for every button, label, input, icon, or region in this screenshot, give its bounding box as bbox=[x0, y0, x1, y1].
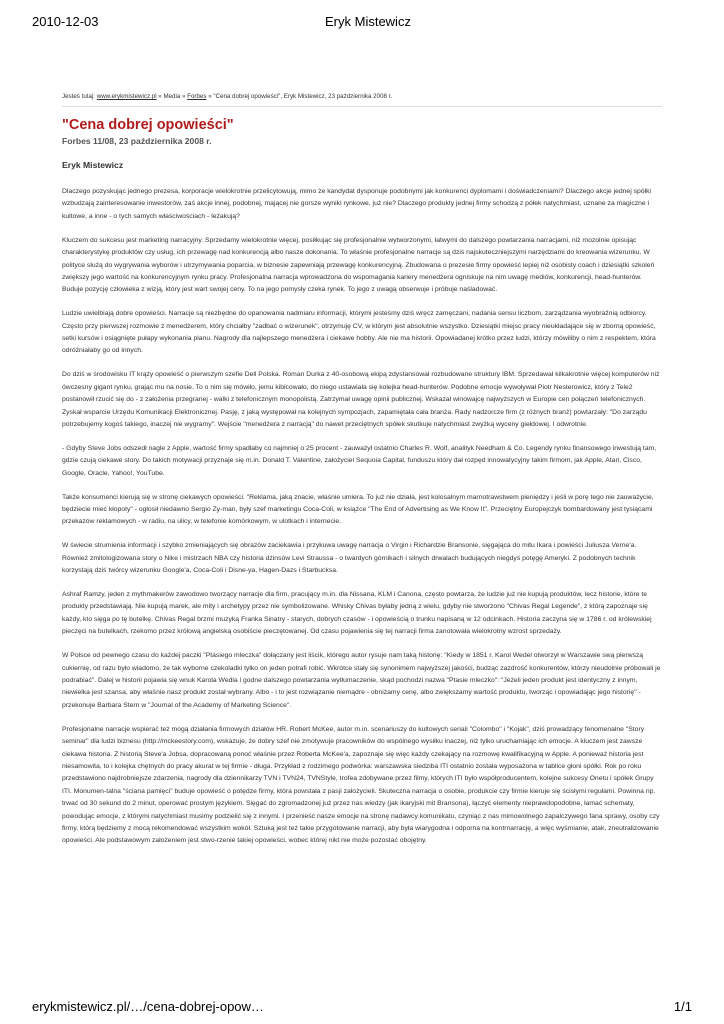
breadcrumb-separator: » Media » bbox=[156, 93, 188, 100]
article-paragraph: Ludzie uwielbiają dobre opowieści. Narracje są niezbędne do opanowania nadmiaru informacji, którymi jesteśmy dziś wręcz zamęczani, nadania sensu liczbom, zarządzania wyobraźnią odbiorcy. Często przy pierwszej rozmowie z menedżerem, który chciałby "zadbać o wizerunek", otrzymuję CV, w którym jest absolutnie wszystko. Dziesiątki miejsc pracy nieukładające się w zborną opowieść, setki kursów i osiągnięte pułapy wykonania planu. Nagrody dla najlepszego menedżera i ciekawe hobby. Ale nie ma historii. Opowiadanej krótko przez ludzi, którzy mówiliby o nim z respektem, która odróżniałaby go od innych. bbox=[62, 310, 656, 355]
print-footer bbox=[32, 994, 692, 1014]
page-number: 1/1 bbox=[673, 999, 692, 1014]
breadcrumb-prefix: Jesteś tutaj: bbox=[62, 93, 97, 100]
print-url: erykmistewicz.pl/…/cena-dobrej-opow… bbox=[32, 999, 264, 1014]
print-page-title: Eryk Mistewicz bbox=[325, 14, 411, 29]
print-date: 2010-12-03 bbox=[32, 14, 99, 29]
article-paragraph: Profesjonalne narracje wspierać też mogą działania firmowych działów HR. Robert McKee, autor m.in. scenariuszy do kultowych seriali "Colombo" i "Kojak", dziś prowadzący fenomenalne "Story seminar" dla ludzi biznesu (http://mckeestory.com), wskazuje, że dobry szef nie zmotywuje pracowników do wspólnego wysiłku inaczej, niż tylko uruchamiając ich emocje. A kluczem jest zawsze ciekawa historia. Z historią Steve'a Jobsa, dopracowaną ponoć właśnie przez Roberta McKee'a, zapoznaje się więc każdy czekający na rozmowę kwalifikacyjną w Apple. A ponieważ historia jest niesamowita, to i kolejka chętnych do pracy akurat w tej firmie - długa. Przykład z rodzimego podwórka: warszawska siedziba ITI ostatnio została wyposażona w tablice głoni spółki. Rok po roku przedstawiono najdrobniejsze zdarzenia, nagrody dla dziennikarzy TVN i TVN24, TVNStyle, trofea zdobywane przez filmy, których ITI było współproducentem, kolejne sukcesy Onetu i spółek Grupy ITI. Monumen-talna "ściana pamięci" buduje opowieść o potędze firmy, która powstała z pasji założycieli. Skuteczna narracja o osobie, produkcie czy firmie kieruje się ścisłymi regułami. Powinna np. trwać od 30 sekund do 2 minut, operować prostym językiem. Sięgać do zgromadzonej już przez nas wiedzy (jak ikaryjski mit Bransona), łączyć elementy nieprawdopodobne, łamać schematy, powodując emocje, z którymi natychmiast musimy podzielić się z innymi. I przenieść nasze emocje na stronę nadawcy komunikatu, czyniąc z nas mimowolnego zapalczywego fana sprawy, osoby czy firmy, którą będziemy z mocą rekomendować wszystkim wokół. Sztuką jest też takie przygotowanie narracji, aby była wiarygodna i odporna na kontrnarrację, a więc wyśmianie, atak, zneutralizowanie opowieści. Ale podstawowym założeniem jest stwo-rzenie takiej opowieści, wobec której nikt nie może pozostać obojętny. bbox=[62, 725, 660, 845]
article-paragraph: - Gdyby Steve Jobs odszedł nagle z Apple, wartość firmy spadłaby co najmniej o 25 procent - zauważył ostatnio Charles R. Wolf, analityk Needham & Co. Legendy rynku finansowego inwestują tam, gdzie czują ciekawe story. Do takich motywacji przyznaje się m.in. Donald T. Valentine, założyciel Sequoia Capital, funduszu który dał rozpęd innowatycyjny takim firmom, jak Apple, Atari, Cisco, Google, Oracle, Yahoo!, YouTube. bbox=[62, 444, 657, 477]
article-paragraph: Kluczem do sukcesu jest marketing narracyjny. Sprzedamy wielokrotnie więcej, posiłkując się profesjonalnie wytworzonymi, łatwymi do dalszego powtarzania narracjami, niż mozolnie opisując charakterystykę produktów czy usług, ich przewagę nad konkurencją albo nasze dokonania. To właśnie profesjonalne narracje są dziś najskuteczniejszymi narzędziami do kreowania wizerunku. W polityce służą do wygrywania wyborów i utrzymywania poparcia, w biznesie zapewniają przewagę konkurencyjną. Zbudowana o prezesie firmy opowieść lepiej niż osobisty coach i dziesiątki szkoleń zwiększy jego wartość na konkurencyjnym rynku pracy. Profesjonalna narracja wprowadzona do wspomagania kariery menedżera ogniskuje na nim uwagę mediów, konkurencji, head-hunterów. Buduje pozycję człowieka z wizją, który jest wart swojej ceny. To na jego pomysły czeka rynek. To jego z uwagą obserwuje i próbuje naśladować. bbox=[62, 236, 655, 294]
breadcrumb-home-link[interactable]: www.erykmistewicz.pl bbox=[96, 93, 157, 100]
breadcrumb-section-link[interactable]: Forbes bbox=[187, 93, 207, 100]
breadcrumb-current: » "Cena dobrej opowieści", Eryk Mistewicz, 23 października 2008 r. bbox=[206, 93, 393, 100]
article-paragraph: Ashraf Ramzy, jeden z mythmakerów zawodowo tworzący narracje dla firm, pracujący m.in. dla Nissana, KLM i Canona, często powtarza, że ludzie już nie kupują produktów, lecz historie, które te produkty przedstawiają. Nie kupują marek, ale mity i archetypy przez nie symbolizowane. Whisky Chivas byłaby jedną z wielu, gdyby nie stworzono "Chivas Regal Legende", z którą zapoznaje się każdy, kto sięga po tę butelkę. Chivas Regal brzmi muzyką Franka Sinatry - starych, dobrych czasów - i opowieścią o trunku napisaną w 12 odcinkach. Historia zaczyna się w 1786 r. od królewskiej pieczęci na butelkach, rzekomo przez królową angielską osobiście pieczętowanej. Od czasu pojawienia się tej narracji firma zanotowała wielokrotny wzrost sprzedaży. bbox=[62, 591, 652, 636]
article-paragraph: W Polsce od pewnego czasu do każdej paczki "Ptasiego mleczka" dołączany jest liścik, którego autor rysuje nam taką historię: "Kiedy w 1851 r. Karol Wedel otworzył w Warszawie swą pierwszą cukiernię, od razu było wiadomo, że tak wyborne czekoladki tylko on jeden potrafi robić. Wkrótce stały się synonimem najwyższej jakości, budząc zazdrość konkurentów, którzy nieudolnie próbowali je podrabiać". Dalej w historii pojawia się wnuk Karola Wedla i godne dalszego powtarzania wytłumaczenie, skąd pochodzi nazwa "Ptasie mleczko": "Jeżeli jeden produkt jest identyczny z innym, niewielka jest szansa, aby właśnie nasz produkt został wybrany. Albo - i to jest rozwiązanie niemądre - obniżamy cenę, albo zwiększamy wartość produktu, tworząc i opowiadając jego historię" - przekonuje Barbara Stern w "Journal of the Academy of Marketing Science". bbox=[62, 652, 661, 709]
article-title: "Cena dobrej opowieści" bbox=[62, 117, 234, 133]
article-author: Eryk Mistewicz bbox=[62, 160, 124, 170]
article-paragraph: Do dziś w środowisku IT krąży opowieść o pierwszym szefie Dell Polska. Roman Durka z 40-osobową ekipą zdystansował rozbudowane struktury IBM. Sprzedawał kilkakrotnie więcej komputerów niż ówczesny gigant rynku, grając mu na nosie. To o nim się mówiło, jemu kibicowało, do niego ustawiała się kolejka head-hunterów. Podobne emocje wywoływał Piotr Nesterowicz, który z Tele2 postanowił rzucić się do - z założenia przegranej - walki z telefonicznym monopolistą. Zatrzymał uwagę opinii publicznej. Wskazał winowajcę najwyższych w Europie cen połączeń telefonicznych. Zyskał wsparcie Urzędu Komunikacji Elektronicznej. Pasję, z jaką występował na kolejnych sympozjach, zapamiętała cała branża. Rady nadzorcze firm (z różnych branż) powtarzały: "Do zarządu potrzebujemy kogoś takiego, inaczej nie wygramy". Wejście "menedżera z narracją" do nawet przeciętnych spółek skutkuje natychmiast zwyżką wyceny giełdowej. I odwrotnie. bbox=[62, 371, 660, 428]
breadcrumb bbox=[62, 93, 662, 107]
print-header bbox=[32, 14, 692, 34]
article-meta: Forbes 11/08, 23 października 2008 r. bbox=[62, 136, 212, 146]
article-paragraph: Także konsumenci kierują się w stronę ciekawych opowieści. "Reklama, jaką znacie, właśnie umiera. To już nie działa, jest kolosalnym marnotrawstwem pieniędzy i jeśli w porę tego nie zauważycie, będziecie mieć kłopoty" - ogłosił niedawno Sergio Zy-man, były szef marketingu Coca-Coli, w książce "The End of Advertising as We Know It". Przeciętny Europejczyk bombardowany jest tysiącami przekazów reklamowych - w radiu, na ulicy, w telefonie komórkowym, w ulotkach i internecie. bbox=[62, 493, 654, 526]
article-paragraph: W świecie strumienia informacji i szybko zmieniających się obrazów zaciekawia i przykuwa uwagę narracja o Virgin i Richardzie Bransonie, sięgająca do mitu Ikara i powieści Juliusza Verne'a. Również zmitologizowana story o Nike i mistrzach NBA czy historia dżinsów Levi Straussa - o twardych górnikach i silnych drwalach budujących niegdyś potęgę Ameryki. Z podobnych technik korzystają dziś twórcy wizerunku Google'a, Coca-Coli i Disne-ya, Hagen-Dazs i Starbucksa. bbox=[62, 542, 637, 575]
article-content bbox=[62, 93, 662, 859]
article-paragraph: Dlaczego pozyskując jednego prezesa, korporacje wielokrotnie przelicytowują, mimo że kandydat dysponuje podobnymi jak konkurenci dyplomami i doświadczeniami? Dlaczego akcje jednej spółki wzbudzają zainteresowanie inwestorów, zaś akcje innej, podobnej, mającej nie gorsze wyniki rynkowe, już nie? Dlaczego produkty jednej firmy schodzą z półek natychmiast, uznane za magiczne i kultowe, a inne - o tych samych właściwościach - leżakują? bbox=[62, 188, 651, 220]
